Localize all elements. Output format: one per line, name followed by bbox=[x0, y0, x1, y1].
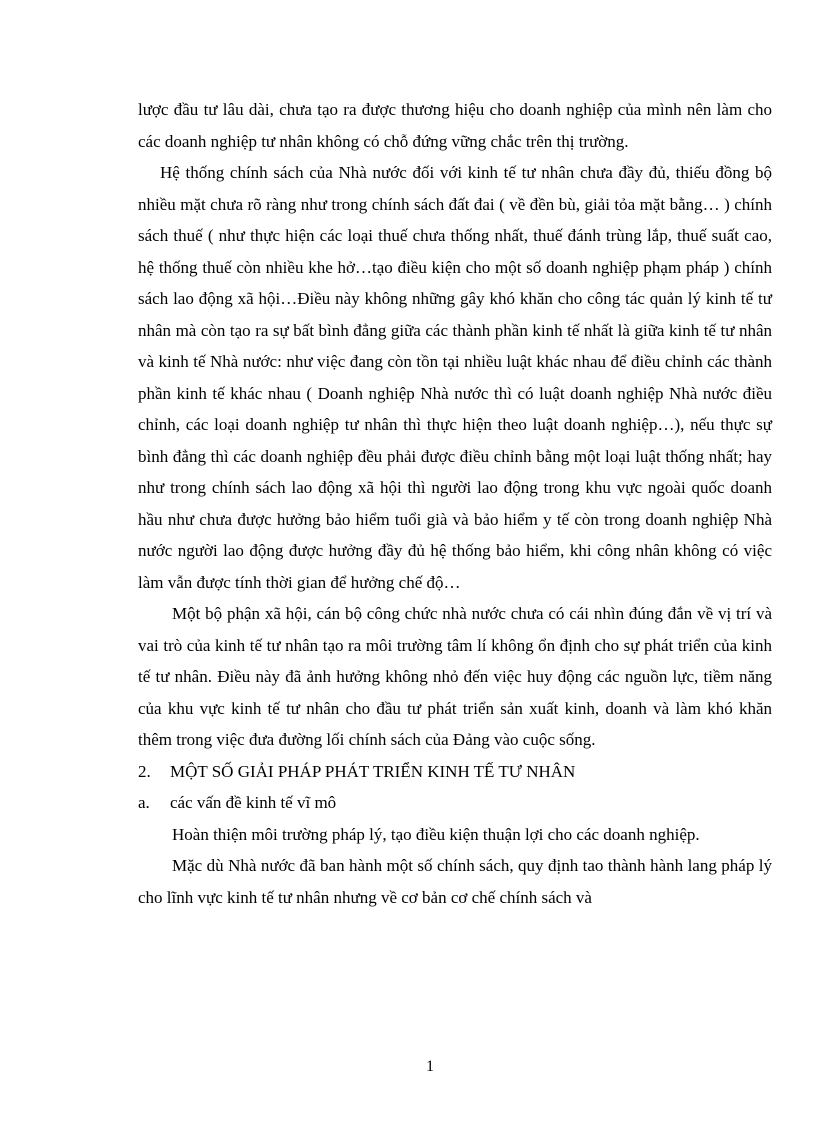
page-number: 1 bbox=[426, 1058, 434, 1075]
section-title: MỘT SỐ GIẢI PHÁP PHÁT TRIỂN KINH TẾ TƯ NHÂN bbox=[170, 761, 576, 781]
paragraph-policy-system: Hệ thống chính sách của Nhà nước đối với kinh tế tư nhân chưa đầy đủ, thiếu đồng bộ nhiều mặt chưa rõ ràng như trong chính sách đất đai ( về đền bù, giải tỏa mặt bằng… ) chính sách thuế ( như thực hiện các loại thuế chưa thống nhất, thuế đánh trùng lắp, thuế suất cao, hệ thống thuế còn nhiều khe hở…tạo điều kiện cho một số doanh nghiệp phạm pháp ) chính sách lao động xã hội…Điều này không những gây khó khăn cho công tác quản lý kinh tế tư nhân mà còn tạo ra sự bất bình đẳng giữa các thành phần kinh tế nhất là giữa kinh tế tư nhân và kinh tế Nhà nước: như việc đang còn tồn tại nhiều luật khác nhau để điều chỉnh các thành phần kinh tế khác nhau ( Doanh nghiệp Nhà nước thì có luật doanh nghiệp Nhà nước điều chỉnh, các loại doanh nghiệp tư nhân thì thực hiện theo luật doanh nghiệp…), nếu thực sự bình đẳng thì các doanh nghiệp đều phải được điều chỉnh bằng một loại luật thống nhất; hay như trong chính sách lao động xã hội thì người lao động trong khu vực ngoài quốc doanh hầu như chưa được hưởng bảo hiểm tuổi già và bảo hiểm y tế còn trong doanh nghiệp Nhà nước người lao động được hưởng đầy đủ hệ thống bảo hiểm, khi công nhân không có việc làm vẫn được tính thời gian để hưởng chế độ… bbox=[138, 163, 772, 592]
subsection-letter: a. bbox=[138, 793, 150, 812]
paragraph-legal-environment: Hoàn thiện môi trường pháp lý, tạo điều kiện thuận lợi cho các doanh nghiệp. bbox=[172, 824, 700, 844]
paragraph-social-perception: Một bộ phận xã hội, cán bộ công chức nhà nước chưa có cái nhìn đúng đắn về vị trí và vai trò của kinh tế tư nhân tạo ra môi trường tâm lí không ổn định cho sự phát triển của kinh tế tư nhân. Điều này đã ảnh hưởng không nhỏ đến việc huy động các nguồn lực, tiềm năng của khu vực kinh tế tư nhân cho đầu tư phát triển sản xuất kinh, doanh và làm khó khăn thêm trong việc đưa đường lối chính sách của Đảng vào cuộc sống. bbox=[138, 604, 772, 749]
section-number: 2. bbox=[138, 761, 151, 781]
paragraph-policy-framework: Mặc dù Nhà nước đã ban hành một số chính sách, quy định tao thành hành lang pháp lý cho lĩnh vực kinh tế tư nhân nhưng về cơ bản cơ chế chính sách và bbox=[138, 856, 772, 907]
document-body bbox=[138, 94, 772, 913]
subsection-title: các vấn đề kinh tế vĩ mô bbox=[170, 793, 337, 812]
paragraph-continued: lược đầu tư lâu dài, chưa tạo ra được thương hiệu cho doanh nghiệp của mình nên làm cho các doanh nghiệp tư nhân không có chỗ đứng vững chắc trên thị trường. bbox=[138, 100, 772, 151]
section-heading-2 bbox=[138, 756, 772, 788]
subsection-heading-a bbox=[138, 787, 772, 819]
